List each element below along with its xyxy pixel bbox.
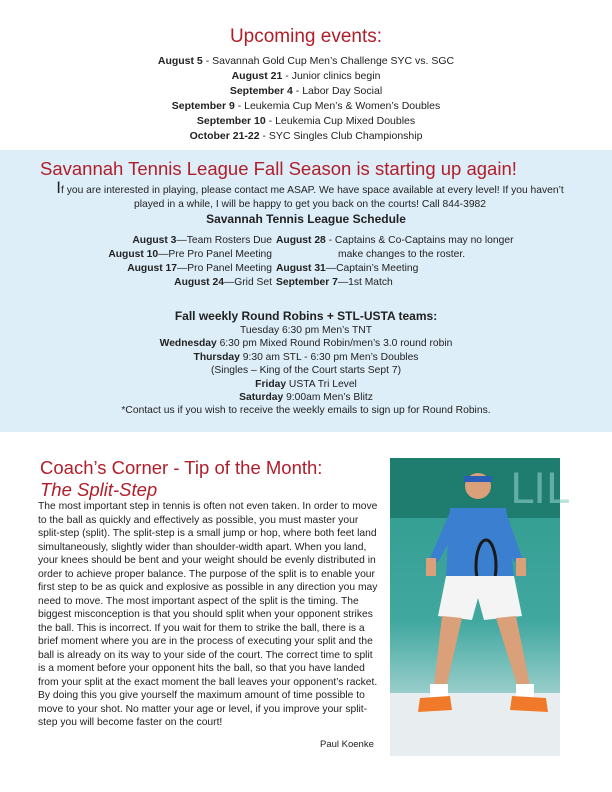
event-item bbox=[0, 84, 612, 99]
schedule-title: Savannah Tennis League Schedule bbox=[206, 212, 406, 226]
tennis-player-photo bbox=[390, 458, 570, 756]
league-intro bbox=[40, 178, 580, 212]
schedule-date: August 24 bbox=[174, 277, 224, 288]
schedule-desc: —Grid Set bbox=[223, 277, 272, 288]
rr-day: Wednesday bbox=[159, 338, 217, 350]
schedule-item bbox=[80, 234, 272, 248]
rr-text: *Contact us if you wish to receive the weekly emails to sign up for Round Robins. bbox=[121, 405, 491, 417]
intro-initial: I bbox=[56, 178, 61, 197]
schedule-item bbox=[276, 262, 536, 276]
round-robin-note bbox=[0, 404, 612, 417]
rr-text: 9:00am Men’s Blitz bbox=[283, 392, 373, 404]
event-desc: - Labor Day Social bbox=[292, 85, 383, 97]
rr-day: Thursday bbox=[193, 351, 240, 363]
round-robin-item bbox=[0, 337, 612, 350]
rr-text: 9:30 am STL - 6:30 pm Men’s Doubles bbox=[239, 351, 419, 363]
round-robin-item bbox=[0, 351, 612, 364]
event-desc: - Savannah Gold Cup Men’s Challenge SYC vs. SGC bbox=[202, 55, 455, 67]
event-date: September 4 bbox=[229, 85, 293, 97]
intro-text: f you are interested in playing, please contact me ASAP. We have space available at every level! If you haven’t played in a while, I will be happy to get you back on the courts! Call 844-3982 bbox=[60, 185, 564, 210]
event-desc: - Leukemia Cup Men’s & Women’s Doubles bbox=[234, 100, 441, 112]
schedule-desc: —Pre Pro Panel Meeting bbox=[158, 249, 272, 260]
rr-day: Friday bbox=[255, 378, 287, 390]
rr-day: Saturday bbox=[239, 392, 284, 404]
coach-corner-subtitle: The Split-Step bbox=[40, 479, 158, 500]
svg-text:LIL: LIL bbox=[510, 464, 570, 513]
schedule-item bbox=[276, 234, 536, 262]
schedule-item bbox=[276, 276, 536, 290]
round-robin-item bbox=[0, 324, 612, 337]
round-robin-title: Fall weekly Round Robins + STL-USTA teams: bbox=[174, 309, 438, 323]
schedule-left-column bbox=[80, 234, 272, 290]
schedule-right-column bbox=[276, 234, 536, 290]
schedule-date: August 17 bbox=[127, 263, 177, 274]
rr-text: USTA Tri Level bbox=[286, 378, 357, 390]
schedule-desc: —1st Match bbox=[337, 277, 393, 288]
schedule-desc: —Captain’s Meeting bbox=[325, 263, 419, 274]
event-desc: - Leukemia Cup Mixed Doubles bbox=[265, 115, 416, 127]
article-author: Paul Koenke bbox=[320, 739, 374, 750]
event-date: September 9 bbox=[171, 100, 235, 112]
schedule-desc: —Team Rosters Due bbox=[176, 235, 272, 246]
event-desc: - SYC Singles Club Championship bbox=[259, 130, 423, 142]
schedule-date: August 31 bbox=[276, 263, 326, 274]
schedule-desc: - Captains & Co-Captains may no longer bbox=[325, 235, 514, 246]
event-date: August 21 bbox=[231, 70, 283, 82]
round-robin-item bbox=[0, 378, 612, 391]
tennis-player-illustration bbox=[390, 458, 570, 756]
league-title: Savannah Tennis League Fall Season is starting up again! bbox=[40, 158, 517, 179]
schedule-date: August 28 bbox=[276, 235, 326, 246]
round-robin-item bbox=[0, 364, 612, 377]
rr-text: 6:30 pm Mixed Round Robin/men’s 3.0 round robin bbox=[216, 338, 453, 350]
event-item bbox=[0, 54, 612, 69]
upcoming-events-title: Upcoming events: bbox=[229, 26, 383, 47]
upcoming-events-section bbox=[0, 26, 612, 144]
event-date: October 21-22 bbox=[189, 130, 260, 142]
schedule-desc: —Pro Panel Meeting bbox=[176, 263, 272, 274]
event-item bbox=[0, 69, 612, 84]
coach-corner-body: The most important step in tennis is often not even taken. In order to move to the ball as quickly and effectively as possible, you must master your split-step (split). The split-step is a small jump or hop, where both feet land simultaneously, slightly wider than shoulder-width apart. When you land, your knees should be bent and your weight should be evenly distributed in order to achieve proper balance. The purpose of the split is to enable your first step to be as quick and explosive as possible in any direction you may need to move. The most important aspect of the split is the timing. The biggest misconception is that you should split when your opponent strikes the ball. This is incorrect. If you wait for them to strike the ball, there is a brief moment where you are in the process of executing your split and the ball is already on its way to your side of the court. The correct time to split is a moment before your opponent hits the ball, so that you have landed from your split at the exact moment the ball leaves your opponent’s racket. By doing this you give yourself the maximum amount of time possible to move to your shot. No matter your age or level, if you improve your split-step you will become faster on the court! bbox=[38, 501, 378, 728]
schedule-date: August 3 bbox=[132, 235, 177, 246]
league-section bbox=[0, 150, 612, 432]
schedule-item bbox=[80, 248, 272, 262]
round-robin-list bbox=[0, 324, 612, 418]
schedule-item bbox=[80, 262, 272, 276]
event-desc: - Junior clinics begin bbox=[282, 70, 381, 82]
schedule-desc-continued: make changes to the roster. bbox=[338, 249, 466, 260]
round-robin-item bbox=[0, 391, 612, 404]
schedule-date: August 10 bbox=[108, 249, 159, 260]
event-item bbox=[0, 129, 612, 144]
coach-corner-title: Coach’s Corner - Tip of the Month: bbox=[40, 457, 323, 478]
schedule-item bbox=[80, 276, 272, 290]
event-date: September 10 bbox=[196, 115, 266, 127]
event-item bbox=[0, 114, 612, 129]
rr-text: (Singles – King of the Court starts Sept 7) bbox=[210, 365, 401, 377]
schedule-date: September 7 bbox=[276, 277, 338, 288]
rr-text: Tuesday 6:30 pm Men’s TNT bbox=[239, 325, 372, 336]
event-item bbox=[0, 99, 612, 114]
event-date: August 5 bbox=[157, 55, 203, 67]
